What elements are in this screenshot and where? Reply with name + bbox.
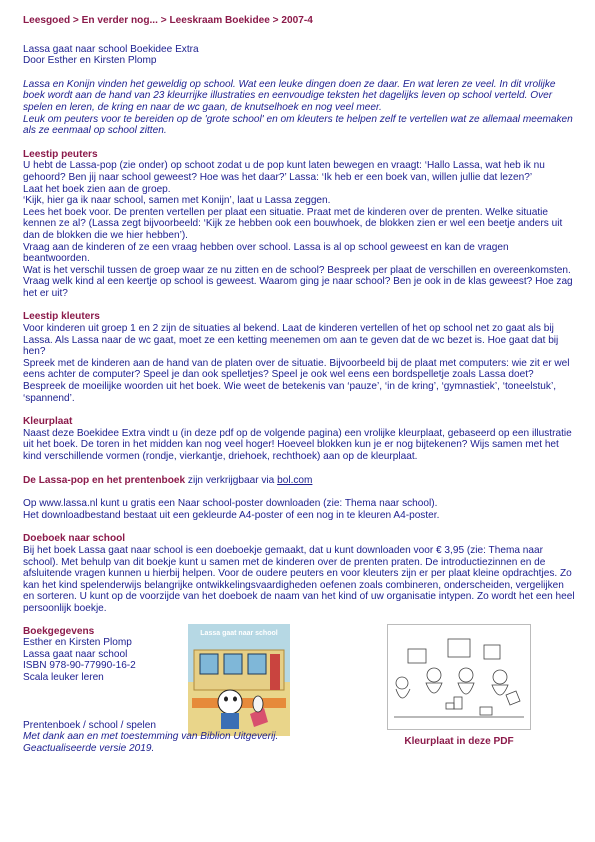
cover-title: Lassa gaat naar school	[200, 629, 278, 637]
summary-paragraph: Lassa en Konijn vinden het geweldig op school. Wat een leuke dingen doen ze daar. En wat leren ze veel. In dit vrolijke boek wordt aan de hand van 23 kleurrijke illustraties en eenvoudige teksten het dagelijks leven op school verteld. Over spelen en leren, de kring en naar de wc gaan, de knutselhoek en nog veel meer.	[23, 78, 556, 113]
section-heading: Leestip peuters	[23, 148, 98, 160]
shop-text: zijn verkrijgbaar via	[185, 474, 278, 486]
summary-paragraph: Leuk om peuters voor te bereiden op de 'grote school' en om kleuters te helpen zelf te vertellen wat ze allemaal meemaken als ze eenmaal op school zitten.	[23, 113, 573, 137]
paragraph: Op www.lassa.nl kunt u gratis een Naar school-poster downloaden (zie: Thema naar school).	[23, 498, 438, 510]
section-kleuters	[23, 311, 575, 404]
paragraph: Naast deze Boekidee Extra vindt u (in deze pdf op de volgende pagina) een vrolijke kleurplaat, gebaseerd op een illustratie uit het boek. De toren in het midden kan nog veel hoger! Hoeveel blokken kun je er nog bijtekenen? Wijs samen met het kind verschillende vormen (rondje, vierkantje, driehoek, rechthoek) aan op de kleurplaat.	[23, 427, 572, 462]
breadcrumb-item-leesgoed[interactable]: Leesgoed	[23, 15, 71, 26]
breadcrumb-separator: >	[70, 15, 82, 26]
version-note: Geactualiseerde versie 2019.	[23, 742, 155, 754]
breadcrumb-separator: >	[157, 15, 170, 26]
paragraph: Wat is het verschil tussen de groep waar ze nu zitten en de school? Bespreek per plaat de verschillen en overeenkomsten.	[23, 264, 571, 276]
book-authors: Esther en Kirsten Plomp	[23, 637, 132, 649]
paragraph: Voor kinderen uit groep 1 en 2 zijn de situaties al bekend. Laat de kinderen vertellen of het op school net zo gaat als bij Lassa. Als Lassa naar de wc gaat, moet ze een ketting meenemen om aan te geven dat de wc bezet is. Hoe gaat dat bij hen?	[23, 323, 559, 358]
paragraph: Vraag aan de kinderen of ze een vraag hebben over school. Lassa is al op school geweest en kan de vragen beantwoorden.	[23, 241, 509, 265]
coloring-page-illustration	[388, 625, 530, 729]
paragraph: Het downloadbestand bestaat uit een gekleurde A4-poster of een nog in te kleuren A4-poster.	[23, 509, 440, 521]
section-heading: Kleurplaat	[23, 416, 73, 428]
page-content	[23, 15, 575, 766]
book-footer	[23, 720, 353, 755]
paragraph: Laat het boek zien aan de groep.	[23, 183, 171, 195]
breadcrumb-item-current: 2007-4	[281, 15, 313, 26]
paragraph: Lees het boek voor. De prenten vertellen per plaat een situatie. Praat met de kinderen over de prenten. Welke situatie kennen ze al? (Lassa zegt bijvoorbeeld: ‘Kijk ze hebben ook een bouwhoek, de blokken zien er wel een beetje anders uit dan de blokken die we hier hebben’).	[23, 206, 563, 241]
book-isbn: ISBN 978-90-77990-16-2	[23, 660, 136, 672]
book-details-row	[23, 626, 575, 766]
intro-summary	[23, 79, 575, 137]
section-heading: Boekgegevens	[23, 625, 95, 637]
breadcrumb-separator: >	[269, 15, 282, 26]
article-title: Lassa gaat naar school Boekidee Extra	[23, 43, 199, 55]
article-authors: Door Esther en Kirsten Plomp	[23, 55, 157, 67]
coloring-caption: Kleurplaat in deze PDF	[404, 735, 514, 747]
paragraph: Spreek met de kinderen aan de hand van de platen over de situatie. Bijvoorbeeld bij de plaat met computers: wie zit er wel eens achter de computer? Speel je dan ook spelletjes? Speel je ook wel eens een bordspelletje zoals Lassa doet? Bespreek de moeilijke woorden uit het boek. Wie weet de betekenis van ‘pauze’, ‘in de kring’, ‘gymnastiek’, ‘toneelstuk’, ‘spannend’.	[23, 357, 570, 404]
shop-bold-text: De Lassa-pop en het prentenboek	[23, 474, 186, 486]
section-doeboek	[23, 533, 575, 614]
paragraph: Bij het boek Lassa gaat naar school is een doeboekje gemaakt, dat u kunt downloaden voor € 3,95 (zie: Thema naar school). Met behulp van dit boekje kunt u samen met de kinderen over de prenten praten. De introductiezinnen en de afsluitende vragen kunnen u hierbij helpen. Voor de oudere peuters en voor kleuters zijn er per plaat kleine opdrachtjes. Zo kan het kind spelenderwijs belangrijke ontwikkelingsvaardigheden oefenen zoals combineren, onderscheiden, vergelijken en sorteren. U kunt op de voorzijde van het doeboek de naam van het kind of uw organisatie intypen. Zo wordt het een heel persoonlijk boekje.	[23, 544, 575, 614]
intro-block	[23, 44, 575, 67]
thanks-note: Met dank aan en met toestemming van Biblion Uitgeverij.	[23, 731, 279, 743]
poster-block	[23, 498, 575, 521]
book-title: Lassa gaat naar school	[23, 648, 128, 660]
book-details	[23, 626, 183, 684]
book-genre: Prentenboek / school / spelen	[23, 719, 156, 731]
coloring-page-image	[387, 624, 531, 730]
breadcrumb	[23, 15, 575, 27]
bol-link[interactable]: bol.com	[277, 474, 313, 486]
paragraph: ‘Kijk, hier ga ik naar school, samen met Konijn’, laat u Lassa zeggen.	[23, 195, 331, 207]
shop-line	[23, 475, 575, 487]
breadcrumb-item-leeskraam[interactable]: Leeskraam Boekidee	[169, 15, 270, 26]
section-heading: Leestip kleuters	[23, 311, 100, 323]
section-peuters	[23, 149, 575, 300]
paragraph: U hebt de Lassa-pop (zie onder) op schoot zodat u de pop kunt laten bewegen en vraagt: ‘Hallo Lassa, wat heb ik nu gehoord? Ben jij naar school geweest? Hoe was het daar?’ Lassa: ‘Ik heb er een boek van, willen jullie dat lezen?’	[23, 160, 545, 183]
paragraph: Vraag welk kind al een keertje op school is geweest. Waarom ging je naar school? Ben je ook in de klas geweest? Hoe zag het er uit?	[23, 276, 573, 299]
section-heading: Doeboek naar school	[23, 533, 126, 545]
book-publisher: Scala leuker leren	[23, 671, 104, 683]
section-kleurplaat	[23, 416, 575, 462]
breadcrumb-item-en-verder[interactable]: En verder nog...	[81, 15, 158, 26]
